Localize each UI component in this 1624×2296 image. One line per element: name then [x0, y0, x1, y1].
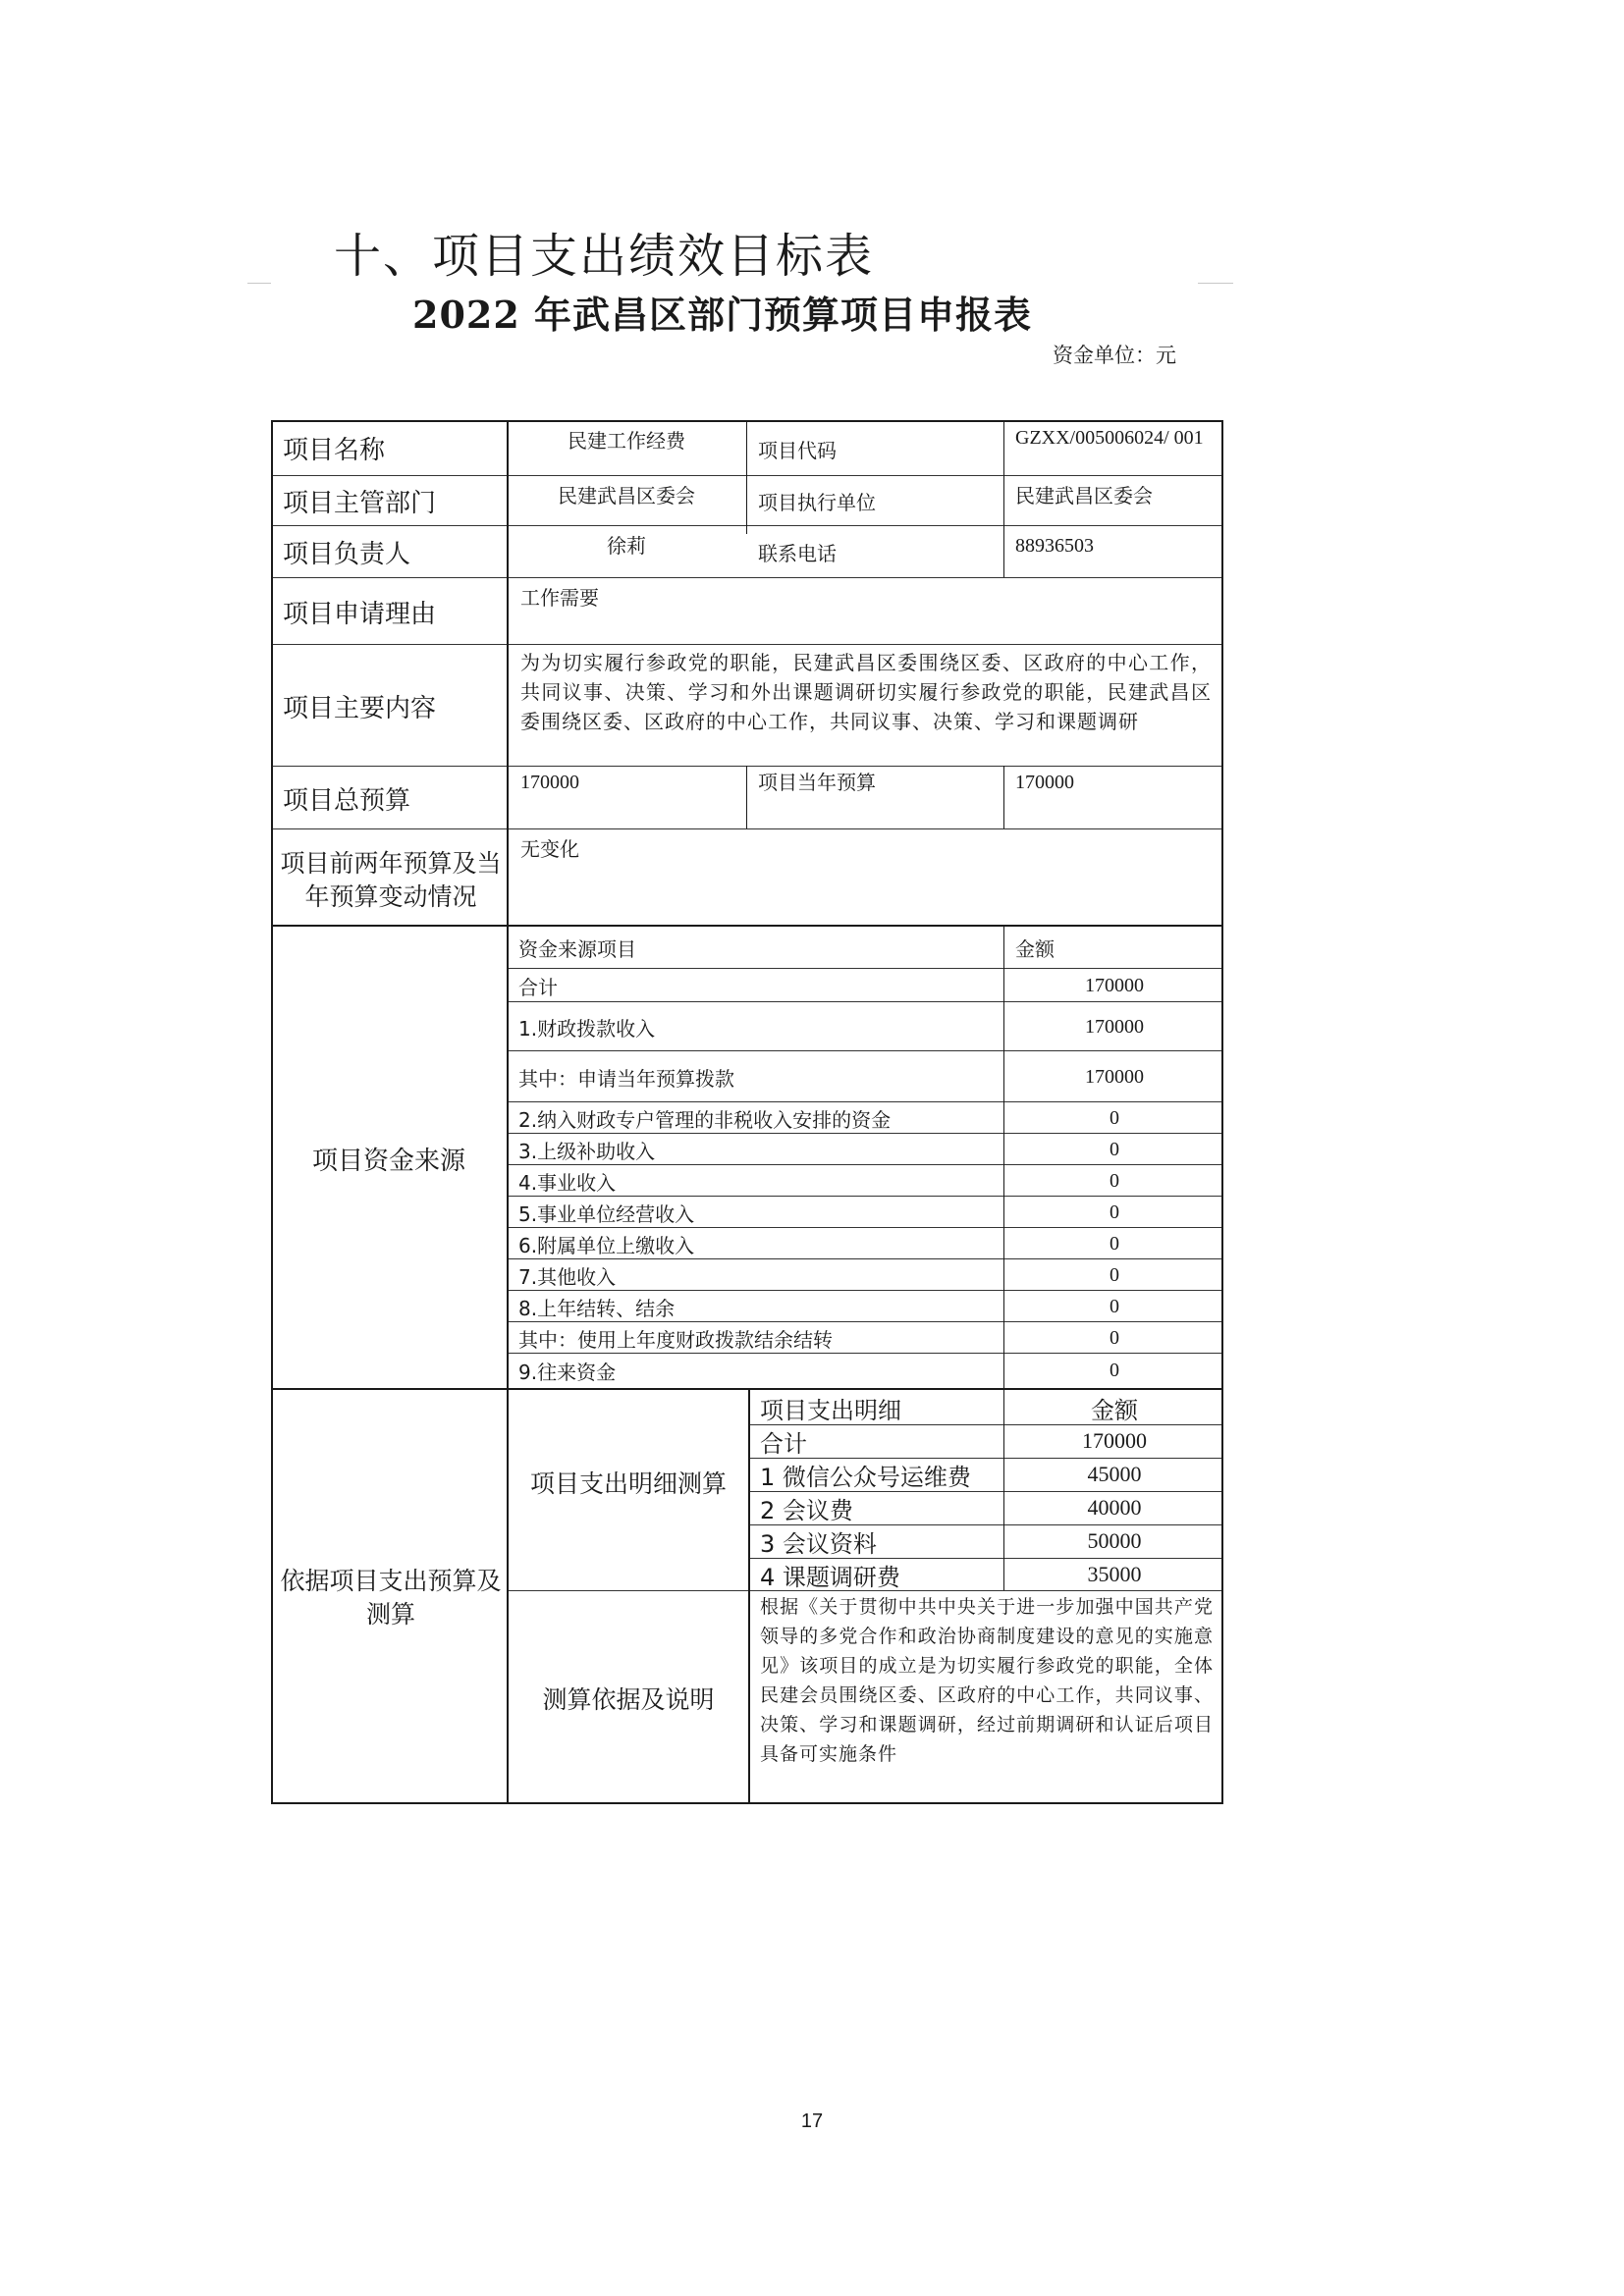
dept-value: 民建武昌区委会	[558, 484, 695, 507]
grid-line	[271, 828, 1223, 829]
funding-row-line	[509, 1050, 1223, 1051]
funding-row-item: 其中：使用上年度财政拨款结余结转	[518, 1327, 833, 1352]
funding-row-line	[509, 1164, 1223, 1165]
funding-row-item: 8.上年结转、结余	[518, 1296, 676, 1320]
funding-label: 项目资金来源	[311, 1146, 465, 1176]
detail-col-item: 项目支出明细	[760, 1396, 901, 1423]
funding-row-line	[509, 1001, 1223, 1002]
grid-line	[509, 968, 1223, 969]
grid-line	[271, 644, 1223, 645]
year-budget-label: 项目当年预算	[758, 771, 876, 794]
project-name-label: 项目名称	[283, 435, 386, 465]
project-name-value: 民建工作经费	[568, 429, 685, 453]
grid-line	[271, 577, 1223, 578]
funding-col-item: 资金来源项目	[518, 936, 636, 961]
funding-row-item: 9.往来资金	[518, 1360, 617, 1384]
funding-row-item: 1.财政拨款收入	[518, 1016, 656, 1041]
exec-value: 民建武昌区委会	[1015, 484, 1153, 507]
grid-line	[271, 1802, 1223, 1804]
basis-label: 依据项目支出预算及测算	[280, 1567, 502, 1629]
funding-row-line	[509, 1353, 1223, 1354]
grid-line	[1003, 1388, 1004, 1590]
grid-line	[271, 475, 1223, 476]
detail-label: 项目支出明细测算	[529, 1469, 727, 1498]
unit-note: 资金单位：元	[1053, 344, 1176, 367]
funding-row-item: 其中：申请当年预算拨款	[518, 1066, 734, 1091]
grid-line	[1003, 925, 1004, 1388]
detail-row-amount: 170000	[1082, 1428, 1147, 1453]
header-rule-left	[247, 283, 271, 284]
funding-row-item: 3.上级补助收入	[518, 1139, 656, 1163]
reason-value: 工作需要	[520, 586, 599, 610]
page-number: 17	[800, 2110, 824, 2132]
funding-row-item: 合计	[518, 975, 558, 999]
detail-row-item: 合计	[760, 1429, 807, 1457]
funding-row-amount: 0	[1110, 1138, 1119, 1160]
funding-row-line	[509, 1227, 1223, 1228]
grid-line	[507, 420, 509, 1804]
grid-line	[271, 420, 273, 1804]
funding-row-amount: 0	[1110, 1106, 1119, 1129]
content-label: 项目主要内容	[283, 693, 437, 723]
grid-line	[1003, 420, 1004, 577]
grid-line	[271, 1388, 1223, 1390]
grid-line	[509, 1590, 1223, 1591]
phone-value: 88936503	[1015, 535, 1094, 557]
detail-row-amount: 50000	[1087, 1528, 1142, 1553]
grid-line	[746, 766, 747, 828]
grid-line	[1221, 420, 1223, 1804]
change-label: 项目前两年预算及当年预算变动情况	[280, 849, 502, 911]
dept-label: 项目主管部门	[283, 488, 437, 518]
project-code-value: GZXX/005006024/ 001	[1015, 427, 1204, 449]
change-value: 无变化	[520, 837, 579, 861]
funding-row-item: 7.其他收入	[518, 1264, 617, 1289]
grid-line	[748, 1388, 750, 1804]
funding-row-amount: 170000	[1085, 1015, 1144, 1038]
year-budget-value: 170000	[1015, 772, 1074, 793]
funding-row-item: 2.纳入财政专户管理的非税收入安排的资金	[518, 1107, 892, 1132]
funding-row-amount: 0	[1110, 1326, 1119, 1349]
funding-row-amount: 0	[1110, 1359, 1119, 1381]
explain-value: 根据《关于贯彻中共中央关于进一步加强中国共产党领导的多党合作和政治协商制度建设的意见的实施意见》该项目的成立是为切实履行参政党的职能，全体民建会员围绕区委、区政府的中心工作，共同议事、决策、学习和课题调研，经过前期调研和认证后项目具备可实施条件	[760, 1596, 1214, 1765]
funding-col-amount: 金额	[1015, 936, 1055, 961]
form-title: 2022 年武昌区部门预算项目申报表	[412, 293, 1032, 337]
funding-row-item: 4.事业收入	[518, 1170, 617, 1195]
total-budget-label: 项目总预算	[283, 785, 411, 816]
funding-row-amount: 0	[1110, 1201, 1119, 1223]
content-value: 为为切实履行参政党的职能，民建武昌区委围绕区委、区政府的中心工作，共同议事、决策、学习和外出课题调研切实履行参政党的职能，民建武昌区委围绕区委、区政府的中心工作，共同议事、决策、学习和课题调研	[520, 651, 1212, 733]
funding-row-line	[509, 1101, 1223, 1102]
funding-row-amount: 170000	[1085, 974, 1144, 996]
grid-line	[271, 420, 1223, 422]
funding-row-line	[509, 1321, 1223, 1322]
grid-line	[746, 420, 747, 534]
funding-row-item: 6.附属单位上缴收入	[518, 1233, 695, 1257]
owner-value: 徐莉	[607, 534, 646, 558]
reason-label: 项目申请理由	[283, 599, 437, 629]
project-code-label: 项目代码	[758, 439, 837, 462]
funding-row-amount: 0	[1110, 1169, 1119, 1192]
grid-line	[271, 925, 1223, 927]
grid-line	[271, 766, 1223, 767]
detail-row-item: 3 会议资料	[760, 1529, 877, 1557]
detail-col-amount: 金额	[1091, 1396, 1138, 1423]
funding-row-amount: 170000	[1085, 1065, 1144, 1088]
detail-row-amount: 35000	[1087, 1562, 1142, 1586]
grid-line	[1003, 766, 1004, 828]
detail-row-item: 2 会议费	[760, 1496, 853, 1523]
owner-label: 项目负责人	[283, 539, 411, 569]
total-budget-value: 170000	[520, 772, 579, 793]
header-rule-right	[1198, 283, 1233, 284]
exec-label: 项目执行单位	[758, 491, 876, 514]
funding-row-line	[509, 1290, 1223, 1291]
funding-row-amount: 0	[1110, 1263, 1119, 1286]
detail-row-item: 1 微信公众号运维费	[760, 1463, 971, 1490]
detail-row-item: 4 课题调研费	[760, 1563, 900, 1590]
section-heading: 十、项目支出绩效目标表	[334, 229, 875, 284]
detail-row-amount: 40000	[1087, 1495, 1142, 1520]
detail-row-amount: 45000	[1087, 1462, 1142, 1486]
funding-row-line	[509, 1196, 1223, 1197]
explain-label: 测算依据及说明	[542, 1685, 715, 1714]
phone-label: 联系电话	[758, 542, 837, 565]
grid-line	[271, 525, 1223, 526]
funding-row-amount: 0	[1110, 1295, 1119, 1317]
funding-row-line	[509, 1133, 1223, 1134]
funding-row-amount: 0	[1110, 1232, 1119, 1255]
funding-row-line	[509, 1258, 1223, 1259]
funding-row-item: 5.事业单位经营收入	[518, 1201, 695, 1226]
